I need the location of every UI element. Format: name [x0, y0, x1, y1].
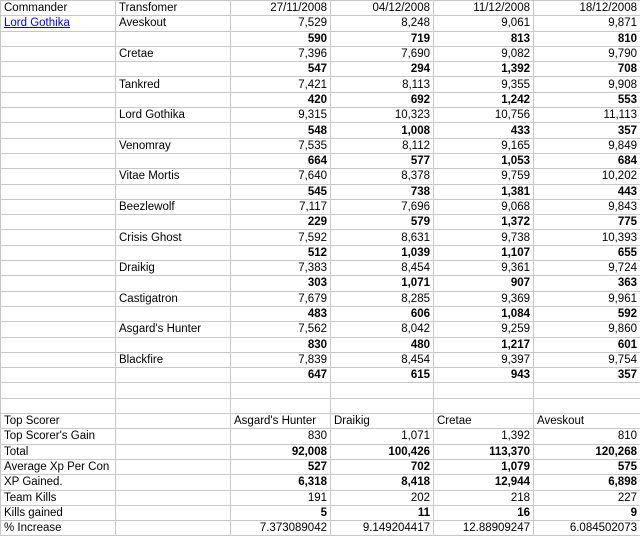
xp-gain-value[interactable]: 601 — [534, 337, 640, 352]
xp-gain-value[interactable]: 606 — [331, 306, 434, 321]
xp-value[interactable]: 7,592 — [231, 230, 331, 245]
xp-value[interactable]: 9,355 — [434, 77, 534, 92]
transformer-name[interactable]: Lord Gothika — [116, 108, 231, 123]
empty-cell[interactable] — [1, 352, 116, 367]
summary-value[interactable]: 6.084502073 — [534, 521, 640, 536]
summary-value[interactable]: 527 — [231, 459, 331, 474]
empty-cell[interactable] — [116, 459, 231, 474]
header-row — [1, 1, 640, 16]
summary-label[interactable]: Top Scorer's Gain — [1, 429, 116, 444]
summary-value[interactable]: 191 — [231, 490, 331, 505]
summary-label[interactable]: Top Scorer — [1, 414, 116, 429]
transformer-name[interactable]: Cretae — [116, 46, 231, 61]
empty-cell[interactable] — [116, 92, 231, 107]
empty-cell[interactable] — [231, 398, 331, 413]
xp-value[interactable]: 10,323 — [331, 108, 434, 123]
empty-cell[interactable] — [116, 414, 231, 429]
empty-cell[interactable] — [1, 62, 116, 77]
empty-cell[interactable] — [1, 46, 116, 61]
summary-value[interactable]: Draikig — [331, 414, 434, 429]
empty-cell[interactable] — [534, 383, 640, 398]
table-row — [1, 230, 640, 245]
xp-gain-value[interactable]: 813 — [434, 31, 534, 46]
transformer-name[interactable]: Crisis Ghost — [116, 230, 231, 245]
xp-value[interactable]: 9,165 — [434, 138, 534, 153]
summary-label[interactable]: Kills gained — [1, 505, 116, 520]
transformer-name[interactable]: Tankred — [116, 77, 231, 92]
xp-gain-value[interactable]: 1,372 — [434, 215, 534, 230]
empty-cell[interactable] — [116, 521, 231, 536]
xp-gain-value[interactable]: 738 — [331, 184, 434, 199]
xp-gain-value[interactable]: 480 — [331, 337, 434, 352]
summary-label[interactable]: % Increase — [1, 521, 116, 536]
transformer-name[interactable]: Draikig — [116, 261, 231, 276]
xp-gain-value[interactable]: 357 — [534, 123, 640, 138]
empty-cell[interactable] — [116, 245, 231, 260]
table-row — [1, 352, 640, 367]
xp-gain-value[interactable]: 708 — [534, 62, 640, 77]
empty-cell[interactable] — [116, 215, 231, 230]
empty-cell[interactable] — [1, 77, 116, 92]
xp-value[interactable]: 10,393 — [534, 230, 640, 245]
xp-value[interactable]: 9,849 — [534, 138, 640, 153]
empty-cell[interactable] — [1, 108, 116, 123]
transformer-name[interactable]: Blackfire — [116, 352, 231, 367]
summary-value[interactable]: 100,426 — [331, 444, 434, 459]
xp-gain-value[interactable]: 420 — [231, 92, 331, 107]
header-date-3[interactable]: 11/12/2008 — [434, 1, 534, 16]
summary-value[interactable]: 575 — [534, 459, 640, 474]
xp-value[interactable]: 7,679 — [231, 291, 331, 306]
xp-gain-value[interactable]: 545 — [231, 184, 331, 199]
xp-value[interactable]: 7,535 — [231, 138, 331, 153]
xp-gain-value[interactable]: 1,242 — [434, 92, 534, 107]
empty-cell[interactable] — [1, 383, 116, 398]
summary-value[interactable]: Asgard's Hunter — [231, 414, 331, 429]
empty-cell[interactable] — [116, 123, 231, 138]
xp-gain-value[interactable]: 719 — [331, 31, 434, 46]
summary-value[interactable]: 11 — [331, 505, 434, 520]
xp-value[interactable]: 9,061 — [434, 16, 534, 31]
table-row — [1, 291, 640, 306]
xp-value[interactable]: 8,378 — [331, 169, 434, 184]
xp-gain-value[interactable]: 647 — [231, 368, 331, 383]
transformer-name[interactable]: Aveskout — [116, 16, 231, 31]
summary-label[interactable]: Total — [1, 444, 116, 459]
xp-value[interactable]: 9,315 — [231, 108, 331, 123]
xp-value[interactable]: 7,529 — [231, 16, 331, 31]
empty-cell[interactable] — [116, 475, 231, 490]
xp-value[interactable]: 10,756 — [434, 108, 534, 123]
header-transformer[interactable]: Transfomer — [116, 1, 231, 16]
summary-value[interactable]: 7.373089042 — [231, 521, 331, 536]
header-date-4[interactable]: 18/12/2008 — [534, 1, 640, 16]
xp-gain-value[interactable]: 433 — [434, 123, 534, 138]
summary-value[interactable]: 9 — [534, 505, 640, 520]
header-date-1[interactable]: 27/11/2008 — [231, 1, 331, 16]
summary-value[interactable]: 227 — [534, 490, 640, 505]
empty-cell[interactable] — [1, 261, 116, 276]
summary-row — [1, 505, 640, 520]
xp-value[interactable]: 9,082 — [434, 46, 534, 61]
summary-value[interactable]: 810 — [534, 429, 640, 444]
xp-gain-value[interactable]: 590 — [231, 31, 331, 46]
table-row — [1, 368, 640, 383]
xp-value[interactable]: 7,562 — [231, 322, 331, 337]
summary-row — [1, 444, 640, 459]
empty-cell[interactable] — [116, 429, 231, 444]
xp-value[interactable]: 7,396 — [231, 46, 331, 61]
empty-cell[interactable] — [1, 138, 116, 153]
empty-cell[interactable] — [434, 398, 534, 413]
empty-cell[interactable] — [1, 169, 116, 184]
transformer-name[interactable]: Castigatron — [116, 291, 231, 306]
xp-value[interactable]: 7,421 — [231, 77, 331, 92]
xp-gain-value[interactable]: 810 — [534, 31, 640, 46]
summary-row — [1, 521, 640, 536]
xp-gain-value[interactable]: 830 — [231, 337, 331, 352]
table-row — [1, 337, 640, 352]
empty-cell[interactable] — [534, 398, 640, 413]
empty-cell[interactable] — [116, 398, 231, 413]
summary-value[interactable]: 8,418 — [331, 475, 434, 490]
xp-gain-value[interactable]: 615 — [331, 368, 434, 383]
empty-cell[interactable] — [1, 184, 116, 199]
xp-gain-value[interactable]: 579 — [331, 215, 434, 230]
xp-value[interactable]: 7,383 — [231, 261, 331, 276]
header-date-2[interactable]: 04/12/2008 — [331, 1, 434, 16]
table-row — [1, 261, 640, 276]
empty-cell[interactable] — [1, 92, 116, 107]
xp-value[interactable]: 11,113 — [534, 108, 640, 123]
table-row — [1, 184, 640, 199]
empty-cell[interactable] — [1, 291, 116, 306]
xp-gain-value[interactable]: 577 — [331, 153, 434, 168]
empty-cell[interactable] — [116, 490, 231, 505]
xp-gain-value[interactable]: 1,217 — [434, 337, 534, 352]
xp-gain-value[interactable]: 548 — [231, 123, 331, 138]
xp-gain-value[interactable]: 1,381 — [434, 184, 534, 199]
summary-row — [1, 475, 640, 490]
table-row — [1, 46, 640, 61]
summary-value[interactable]: 1,079 — [434, 459, 534, 474]
empty-cell[interactable] — [116, 62, 231, 77]
spacer-rows — [1, 383, 640, 414]
empty-cell[interactable] — [116, 368, 231, 383]
xp-gain-value[interactable]: 1,107 — [434, 245, 534, 260]
summary-value[interactable]: 113,370 — [434, 444, 534, 459]
xp-gain-value[interactable]: 664 — [231, 153, 331, 168]
empty-cell[interactable] — [1, 245, 116, 260]
summary-value[interactable]: 1,071 — [331, 429, 434, 444]
xp-value[interactable]: 9,908 — [534, 77, 640, 92]
summary-row — [1, 414, 640, 429]
spacer-row — [1, 398, 640, 413]
xp-value[interactable]: 8,042 — [331, 322, 434, 337]
xp-value[interactable]: 10,202 — [534, 169, 640, 184]
xp-value[interactable]: 9,259 — [434, 322, 534, 337]
xp-gain-value[interactable]: 1,071 — [331, 276, 434, 291]
empty-cell[interactable] — [116, 153, 231, 168]
summary-value[interactable]: Aveskout — [534, 414, 640, 429]
xp-gain-value[interactable]: 294 — [331, 62, 434, 77]
table-row — [1, 16, 640, 31]
xp-gain-value[interactable]: 684 — [534, 153, 640, 168]
table-row — [1, 276, 640, 291]
summary-value[interactable]: 120,268 — [534, 444, 640, 459]
table-row — [1, 138, 640, 153]
xp-value[interactable]: 7,690 — [331, 46, 434, 61]
summary-value[interactable]: 9.149204417 — [331, 521, 434, 536]
xp-value[interactable]: 9,738 — [434, 230, 534, 245]
xp-gain-value[interactable]: 775 — [534, 215, 640, 230]
xp-value[interactable]: 7,696 — [331, 199, 434, 214]
summary-label[interactable]: XP Gained. — [1, 475, 116, 490]
empty-cell[interactable] — [1, 123, 116, 138]
xp-gain-value[interactable]: 547 — [231, 62, 331, 77]
xp-value[interactable]: 8,112 — [331, 138, 434, 153]
xp-value[interactable]: 9,754 — [534, 352, 640, 367]
xp-value[interactable]: 9,860 — [534, 322, 640, 337]
table-row — [1, 245, 640, 260]
table-row — [1, 306, 640, 321]
empty-cell[interactable] — [1, 368, 116, 383]
xp-gain-value[interactable]: 483 — [231, 306, 331, 321]
empty-cell[interactable] — [231, 383, 331, 398]
summary-value[interactable]: 12,944 — [434, 475, 534, 490]
empty-cell[interactable] — [1, 276, 116, 291]
xp-value[interactable]: 9,843 — [534, 199, 640, 214]
summary-row — [1, 459, 640, 474]
empty-cell[interactable] — [1, 153, 116, 168]
table-row — [1, 215, 640, 230]
summary-value[interactable]: 6,318 — [231, 475, 331, 490]
empty-cell[interactable] — [1, 322, 116, 337]
empty-cell[interactable] — [116, 505, 231, 520]
transformer-name[interactable]: Vitae Mortis — [116, 169, 231, 184]
xp-value[interactable]: 8,454 — [331, 352, 434, 367]
transformer-name[interactable]: Asgard's Hunter — [116, 322, 231, 337]
spacer-row — [1, 383, 640, 398]
xp-gain-value[interactable]: 1,008 — [331, 123, 434, 138]
xp-gain-value[interactable]: 443 — [534, 184, 640, 199]
xp-value[interactable]: 8,248 — [331, 16, 434, 31]
table-row — [1, 92, 640, 107]
xp-gain-value[interactable]: 357 — [534, 368, 640, 383]
empty-cell[interactable] — [116, 306, 231, 321]
xp-value[interactable]: 9,961 — [534, 291, 640, 306]
summary-value[interactable]: Cretae — [434, 414, 534, 429]
xp-gain-value[interactable]: 592 — [534, 306, 640, 321]
table-row — [1, 123, 640, 138]
empty-cell[interactable] — [331, 398, 434, 413]
summary-value[interactable]: 92,008 — [231, 444, 331, 459]
empty-cell[interactable] — [116, 383, 231, 398]
summary-value[interactable]: 12.88909247 — [434, 521, 534, 536]
table-row — [1, 169, 640, 184]
header-commander[interactable]: Commander — [1, 1, 116, 16]
xp-value[interactable]: 7,117 — [231, 199, 331, 214]
table-row — [1, 322, 640, 337]
table-row — [1, 31, 640, 46]
summary-label[interactable]: Average Xp Per Con — [1, 459, 116, 474]
xp-value[interactable]: 9,759 — [434, 169, 534, 184]
empty-cell[interactable] — [116, 337, 231, 352]
xp-gain-value[interactable]: 907 — [434, 276, 534, 291]
xp-value[interactable]: 9,871 — [534, 16, 640, 31]
summary-value[interactable]: 202 — [331, 490, 434, 505]
table-row — [1, 153, 640, 168]
empty-cell[interactable] — [1, 398, 116, 413]
empty-cell[interactable] — [1, 215, 116, 230]
commander-link[interactable]: Lord Gothika — [4, 17, 70, 30]
transformer-rows — [1, 16, 640, 383]
xp-value[interactable]: 8,454 — [331, 261, 434, 276]
empty-cell[interactable] — [1, 306, 116, 321]
empty-cell[interactable] — [1, 337, 116, 352]
summary-row — [1, 429, 640, 444]
xp-gain-value[interactable]: 363 — [534, 276, 640, 291]
table-row — [1, 199, 640, 214]
transformer-name[interactable]: Venomray — [116, 138, 231, 153]
xp-gain-value[interactable]: 692 — [331, 92, 434, 107]
empty-cell[interactable] — [116, 444, 231, 459]
xp-value[interactable]: 9,724 — [534, 261, 640, 276]
summary-value[interactable]: 6,898 — [534, 475, 640, 490]
xp-value[interactable]: 9,790 — [534, 46, 640, 61]
summary-row — [1, 490, 640, 505]
xp-gain-value[interactable]: 1,053 — [434, 153, 534, 168]
xp-gain-value[interactable]: 1,084 — [434, 306, 534, 321]
empty-cell[interactable] — [116, 276, 231, 291]
xp-value[interactable]: 9,068 — [434, 199, 534, 214]
xp-gain-value[interactable]: 229 — [231, 215, 331, 230]
xp-value[interactable]: 7,640 — [231, 169, 331, 184]
table-row — [1, 62, 640, 77]
xp-gain-value[interactable]: 1,392 — [434, 62, 534, 77]
xp-value[interactable]: 7,839 — [231, 352, 331, 367]
empty-cell[interactable] — [434, 383, 534, 398]
empty-cell[interactable] — [116, 31, 231, 46]
summary-rows — [1, 414, 640, 536]
xp-gain-value[interactable]: 943 — [434, 368, 534, 383]
xp-gain-value[interactable]: 655 — [534, 245, 640, 260]
table-row — [1, 108, 640, 123]
transformer-name[interactable]: Beezlewolf — [116, 199, 231, 214]
summary-value[interactable]: 5 — [231, 505, 331, 520]
xp-value[interactable]: 8,631 — [331, 230, 434, 245]
xp-gain-value[interactable]: 1,039 — [331, 245, 434, 260]
summary-value[interactable]: 16 — [434, 505, 534, 520]
summary-value[interactable]: 218 — [434, 490, 534, 505]
empty-cell[interactable] — [1, 230, 116, 245]
empty-cell[interactable] — [116, 184, 231, 199]
summary-value[interactable]: 830 — [231, 429, 331, 444]
empty-cell[interactable] — [331, 383, 434, 398]
summary-value[interactable]: 702 — [331, 459, 434, 474]
xp-value[interactable]: 9,397 — [434, 352, 534, 367]
xp-value[interactable]: 8,113 — [331, 77, 434, 92]
empty-cell[interactable] — [1, 199, 116, 214]
xp-gain-value[interactable]: 512 — [231, 245, 331, 260]
xp-value[interactable]: 8,285 — [331, 291, 434, 306]
empty-cell[interactable] — [1, 31, 116, 46]
xp-value[interactable]: 9,361 — [434, 261, 534, 276]
xp-gain-value[interactable]: 553 — [534, 92, 640, 107]
summary-value[interactable]: 1,392 — [434, 429, 534, 444]
xp-value[interactable]: 9,369 — [434, 291, 534, 306]
xp-gain-value[interactable]: 303 — [231, 276, 331, 291]
commander-cell[interactable] — [1, 16, 116, 31]
table-row — [1, 77, 640, 92]
summary-label[interactable]: Team Kills — [1, 490, 116, 505]
